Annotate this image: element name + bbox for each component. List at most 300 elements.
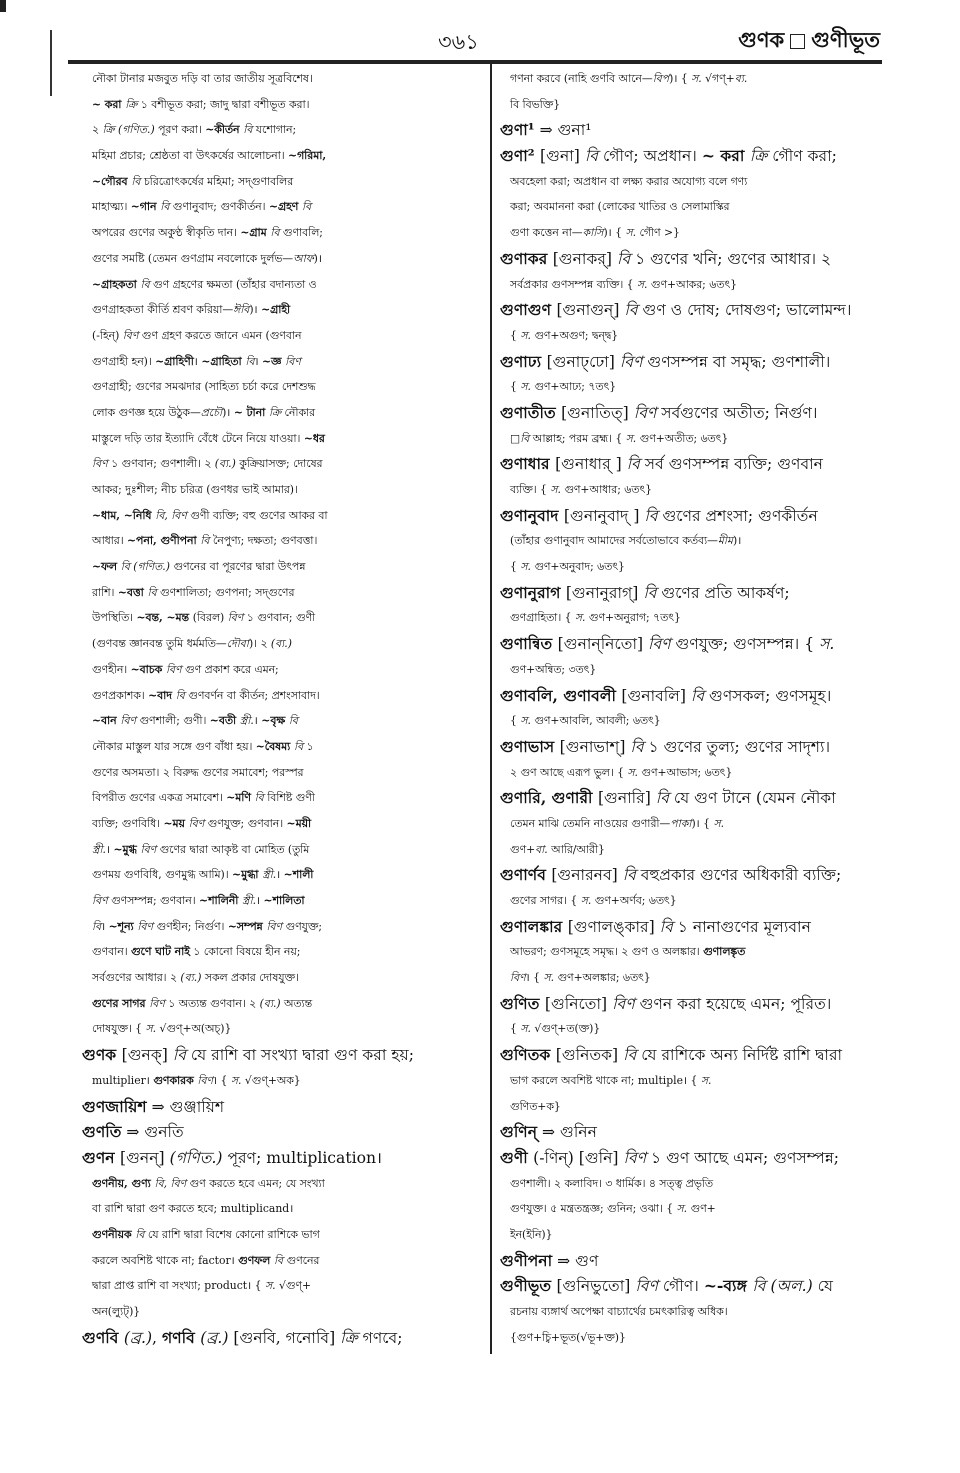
entry-headword-line xyxy=(500,503,882,529)
definition-text: )। xyxy=(249,303,262,317)
definition-text: (-ণিন্) [গুনি] xyxy=(533,1148,624,1167)
definition-text: গুণশালিতা; গুণপনা; সদ্গুণের xyxy=(156,585,295,599)
entry-text-line xyxy=(500,965,882,991)
grammar-label: বিণ xyxy=(612,994,635,1013)
headword: গুণীভূত xyxy=(500,1276,557,1296)
definition-text: । xyxy=(256,894,264,907)
entry-text-line xyxy=(82,837,482,863)
headword: ~শালী xyxy=(283,868,314,882)
definition-text: গুণের প্রতি আকর্ষণ; xyxy=(656,583,790,602)
definition-text: গৌণ করা; xyxy=(767,147,837,166)
definition-text: [গুনন্] xyxy=(120,1148,170,1167)
headword: ~মণি xyxy=(226,791,255,805)
scan-corner-mark xyxy=(0,0,6,12)
definition-text: । xyxy=(193,354,202,368)
headword: ~পনা, গুণীপনা xyxy=(127,534,201,548)
headword: ~বতী xyxy=(209,714,240,728)
entry-headword-line xyxy=(500,683,882,709)
definition-text: আল্লাহ; পরম ব্রহ্ম। { xyxy=(529,431,626,445)
definition-text: করলে অবশিষ্ট থাকে না; factor। xyxy=(92,1253,239,1267)
grammar-label: বিণ xyxy=(227,611,244,625)
definition-text: [গুনিভুতো] xyxy=(556,1277,636,1296)
definition-text: (বিরল) xyxy=(192,611,228,625)
grammar-label: বি xyxy=(131,174,141,188)
grammar-label: বিণ xyxy=(137,919,154,933)
definition-text: । xyxy=(254,354,262,368)
definition-text: ⇒ গুনিন xyxy=(537,1123,597,1142)
grammar-label: (ব্র.) xyxy=(200,1328,229,1347)
definition-text: । xyxy=(253,714,262,728)
grammar-label: বি xyxy=(92,919,102,933)
definition-text: দোষযুক্ত। { xyxy=(92,1022,146,1036)
headword: গুণতি xyxy=(82,1122,122,1142)
grammar-label: বি xyxy=(644,506,658,525)
definition-text: বিপরীত গুণের একত্র সমাবেশ। xyxy=(92,791,227,805)
definition-text: । xyxy=(101,919,109,933)
entry-text-line xyxy=(82,1171,482,1197)
headword: ~ করা xyxy=(92,97,126,111)
entry-headword-line xyxy=(500,734,882,760)
definition-text: ইন(ইনি)} xyxy=(510,1227,553,1241)
definition-text: গুণ+আভাস; ৬তৎ} xyxy=(638,765,733,779)
entry-text-line xyxy=(500,1094,882,1120)
headword: গুণা¹ xyxy=(500,120,535,140)
definition-text: সর্বগুণের আধার। ২ xyxy=(92,971,181,985)
definition-text: নৌকা টানার মজবুত দড়ি বা তার জাতীয় সূত্রবিশেষ। xyxy=(92,72,313,85)
grammar-label: স. xyxy=(625,431,637,445)
grammar-label: স. xyxy=(574,611,586,625)
entry-text-line xyxy=(500,169,882,195)
grammar-label: বি xyxy=(270,226,280,240)
definition-text: গণবে; xyxy=(357,1328,403,1347)
entry-headword-line xyxy=(500,349,882,375)
definition-text: গুণ গ্রহণের ক্ষমতা (তাঁহার বদান্যতা ও xyxy=(149,277,317,291)
headword: ~শূন্য xyxy=(108,919,138,933)
grammar-label: বিণ xyxy=(149,996,165,1010)
definition-text: )। { xyxy=(603,226,626,240)
definition-text: √গণ্+ xyxy=(701,72,735,85)
entry-text-line xyxy=(82,785,482,811)
entry-text-line xyxy=(500,939,882,965)
entry-text-line xyxy=(82,1196,482,1222)
definition-text: [গুনাবলি] xyxy=(621,686,691,705)
entry-text-line xyxy=(82,1016,482,1042)
headword: গুণনীয়, গুণ্য xyxy=(92,1176,155,1190)
entry-text-line xyxy=(82,92,482,118)
definition-text: গুণশালী। ২ কলাবিদ। ৩ ধার্মিক। ৪ সত্ত্ব প্রভৃতি xyxy=(510,1176,713,1190)
grammar-label: (ব্য.) xyxy=(180,971,202,985)
grammar-label: বি xyxy=(273,1253,284,1267)
headword: গুণান্বিত xyxy=(500,634,558,654)
right-column xyxy=(500,66,882,1350)
definition-text: গুণগ্রাহী হন)। xyxy=(92,354,156,368)
definition-text: দ্বারা প্রাপ্ত রাশি বা সংখ্যা; product। { xyxy=(92,1279,265,1293)
grammar-label: বি xyxy=(622,866,636,885)
entry-text-line xyxy=(82,323,482,349)
headword: ~ টানা xyxy=(233,405,269,419)
entry-headword-line xyxy=(500,117,882,143)
definition-text: [গুনক্] xyxy=(121,1046,173,1065)
definition-text: গুণময় গুণবিধি, গুণমুগ্ধ আমি)। xyxy=(92,868,233,882)
grammar-label: স. xyxy=(520,1022,531,1036)
grammar-label: প্রচৌ xyxy=(200,405,223,419)
headword: ~শালিতা xyxy=(263,894,305,907)
headword: ~ফল xyxy=(92,560,121,574)
definition-text: ১ xyxy=(303,739,314,753)
column-divider xyxy=(490,64,492,1354)
headword: ~সম্পন্ন xyxy=(227,919,267,933)
definition-text: গুণবর্ণন বা কীর্তন; প্রশংসাবাদ। xyxy=(184,688,320,702)
grammar-label: পাকা xyxy=(670,816,692,830)
entry-text-line xyxy=(82,734,482,760)
definition-text: গুণগ্রাহকতা কীর্তি শ্রবণ করিয়া— xyxy=(92,303,234,317)
headword: ~বাদ xyxy=(148,688,176,702)
grammar-label: (ব্র.) xyxy=(123,1328,153,1347)
grammar-label: স. xyxy=(520,714,531,728)
grammar-label: স. xyxy=(691,72,702,85)
headword: ~মুগ্ধ xyxy=(113,842,141,856)
definition-text: আভরণ; গুণসমূহে সমৃদ্ধ। ২ গুণ ও অলঙ্কার। xyxy=(510,945,704,959)
entry-text-line xyxy=(500,1325,882,1351)
grammar-label: স. xyxy=(550,483,561,496)
grammar-label: স. xyxy=(627,765,638,779)
headword: ~গান xyxy=(130,200,161,214)
definition-text: গুণ+অনুরাগ; ৭তৎ} xyxy=(585,611,681,625)
definition-text: [গুনবি, গনোবি] xyxy=(228,1328,341,1347)
headword: গুণানুবাদ xyxy=(500,505,564,525)
grammar-label: স. xyxy=(713,816,725,830)
grammar-label: (ব্য.) xyxy=(259,996,281,1010)
entry-headword-line xyxy=(500,400,882,426)
grammar-label: বি, বিণ xyxy=(154,1176,187,1190)
entry-headword-line xyxy=(500,451,882,477)
entry-text-line xyxy=(500,477,882,503)
definition-text: ১ গুণবান; গুণী xyxy=(243,611,316,625)
grammar-label: মীম xyxy=(717,534,733,548)
grammar-label: কাসি xyxy=(582,226,604,240)
definition-text: । xyxy=(276,868,284,882)
definition-text: [গুনাগুন্] xyxy=(556,301,625,320)
definition-text: সকল প্রকার দোষযুক্ত। xyxy=(201,971,299,985)
definition-text: ১ গুণবান; গুণশালী। ২ xyxy=(107,457,215,471)
grammar-label: ঈবি xyxy=(233,303,250,317)
entry-text-line xyxy=(82,477,482,503)
entry-headword-line xyxy=(82,1094,482,1120)
grammar-label: বি xyxy=(175,688,185,702)
definition-text: অত্যন্ত xyxy=(280,996,313,1010)
headword: গুণাবলি, গুণাবলী xyxy=(500,685,622,705)
entry-text-line xyxy=(82,605,482,631)
grammar-label: বি xyxy=(288,714,298,728)
headword: ~গ্রাহকতা xyxy=(92,277,141,291)
definition-text: গুণাবলি; xyxy=(279,226,323,240)
definition-text: গণনা করবে (নাহি গুণবি আনে— xyxy=(510,72,653,85)
entry-headword-line xyxy=(500,991,882,1017)
definition-text: লোক গুণজ্ঞ হয়ে উঠুক— xyxy=(92,405,201,419)
definition-text: অপরের গুণের অকুণ্ঠ স্বীকৃতি দান। xyxy=(92,226,241,240)
grammar-label: বি (গণিত.) xyxy=(120,560,170,574)
definition-text: বা রাশি দ্বারা গুণ করতে হবে; multiplicand। xyxy=(92,1202,294,1216)
entry-text-line xyxy=(500,374,882,400)
grammar-label: বি xyxy=(643,583,657,602)
entry-text-line xyxy=(82,194,482,220)
definition-text: গুণ ও দোষ; দোষগুণ; ভালোমন্দ। xyxy=(637,301,852,320)
definition-text: নৈপুণ্য; দক্ষতা; গুণবত্তা। xyxy=(209,534,318,548)
definition-text: ১ কোনো বিষয়ে হীন নয়; xyxy=(189,945,301,959)
grammar-label: বি xyxy=(172,1046,186,1065)
grammar-label: স্ত্রী. xyxy=(242,894,256,907)
definition-text: গুণ+অগুণ; দ্বন্দ্ব} xyxy=(530,328,619,342)
definition-text: রাশি। xyxy=(92,585,118,599)
headword: ~গ্রহণ xyxy=(268,200,303,214)
definition-text: কুক্রিয়াসক্ত; দোষের xyxy=(235,457,323,471)
entry-text-line xyxy=(82,1273,482,1299)
definition-text: অবহেলা করা; অপ্রধান বা লক্ষ্য করার অযোগ্য বলে গণ্য xyxy=(510,174,748,188)
definition-text: বিশিষ্ট গুণী xyxy=(263,791,315,805)
headword: গুণাকর xyxy=(500,248,553,268)
header-rule xyxy=(68,60,882,64)
entry-text-line xyxy=(82,811,482,837)
entry-text-line xyxy=(82,939,482,965)
entry-headword-line xyxy=(500,1145,882,1171)
definition-text: )। xyxy=(733,534,742,548)
headword: গুণাভাস xyxy=(500,736,560,756)
definition-text: অন(ল্যুট্)} xyxy=(92,1305,141,1318)
entry-headword-line xyxy=(500,1248,882,1274)
definition-text: মাস্তুলে দড়ি তার ইত্যাদি বেঁধে টেনে নিয়ে যাওয়া। xyxy=(92,431,304,445)
grammar-label: স. xyxy=(625,226,637,240)
headword: গুণিতক xyxy=(500,1045,556,1065)
grammar-label: বি xyxy=(254,791,264,805)
grammar-label: স. xyxy=(520,560,531,574)
grammar-label: বিণ xyxy=(165,662,182,676)
definition-text: গুণশালী; গুণী। xyxy=(136,714,210,728)
headword: গুণে ঘাট নাই xyxy=(130,945,190,959)
definition-text: মহিমা প্রচার; শ্রেষ্ঠতা বা উৎকর্ষের আলোচনা। xyxy=(92,149,289,163)
headword: গুণজায়িশ xyxy=(82,1096,147,1116)
definition-text: গুণ+অনুবাদ; ৬তৎ} xyxy=(530,560,625,574)
definition-text: গুণহীন। xyxy=(92,662,131,676)
entry-headword-line xyxy=(500,914,882,940)
entry-text-line xyxy=(82,528,482,554)
definition-text: ১ বশীভূত করা; জাদু দ্বারা বশীভূত করা। xyxy=(137,97,310,111)
grammar-label: বিণ xyxy=(619,352,643,371)
entry-text-line xyxy=(82,246,482,272)
definition-text: ⇒ গুঞ্জায়িশ xyxy=(146,1097,225,1116)
definition-text: গুণহীন; নির্গুণ। xyxy=(153,919,228,933)
grammar-label: (ব্য.) xyxy=(214,457,236,471)
headword: গুণাতীত xyxy=(500,402,562,422)
definition-text: নৌকার মাস্তুল যার সঙ্গে গুণ বাঁধা হয়। xyxy=(92,739,256,753)
definition-text: বহুপ্রকার গুণের অধিকারী ব্যক্তি; xyxy=(635,866,842,885)
entry-text-line xyxy=(500,66,882,92)
grammar-label: বি xyxy=(140,277,150,291)
definition-text: ⇒ গুণ xyxy=(552,1251,599,1270)
grammar-label: বি xyxy=(584,147,598,166)
definition-text: গুণের অসমতা। ২ বিরুদ্ধ গুণের সমাবেশ; পরস্পর xyxy=(92,765,304,779)
grammar-label: বি, বিণ xyxy=(155,508,187,522)
headword: গুণীপনা xyxy=(500,1250,553,1270)
headword: গুণাঢ্য xyxy=(500,351,547,371)
grammar-label: বি xyxy=(690,686,705,705)
entry-text-line xyxy=(82,503,482,529)
definition-text: গুণা কত্তেন না— xyxy=(510,226,583,240)
definition-text: ২ xyxy=(92,123,103,137)
definition-text: নৌকার xyxy=(281,405,316,419)
definition-text: □ xyxy=(510,431,521,445)
entry-text-line xyxy=(82,117,482,143)
entry-headword-line xyxy=(500,1273,882,1299)
definition-text: যশোগান; xyxy=(252,123,297,137)
definition-text: গুণসম্পন্ন বা সমৃদ্ধ; গুণশালী। xyxy=(642,352,831,371)
grammar-label: বিণ xyxy=(188,816,205,830)
left-column xyxy=(82,66,482,1350)
definition-text: যে রাশি দ্বারা বিশেষ কোনো রাশিকে ভাগ xyxy=(144,1227,320,1241)
definition-text: গুণ+ xyxy=(687,1202,716,1216)
definition-text: , xyxy=(152,1328,162,1347)
definition-text: গুণনের xyxy=(283,1253,320,1267)
definition-text: গুণানুবাদ; গুণকীর্তন। xyxy=(169,200,269,214)
definition-text: {গুণ+চ্বি+ভূত(√ভূ+ক্ত)} xyxy=(510,1330,626,1344)
headword: ~শালিনী xyxy=(199,894,243,907)
definition-text: [গুনারি] xyxy=(597,789,656,808)
separator-box-icon xyxy=(790,34,805,49)
grammar-label: স. xyxy=(700,1073,712,1087)
entry-text-line xyxy=(82,888,482,914)
entry-text-line xyxy=(500,554,882,580)
grammar-label: ক্রি xyxy=(340,1328,358,1347)
entry-headword-line xyxy=(82,1042,482,1068)
grammar-label: বি xyxy=(160,200,170,214)
definition-text: গুণপ্রকাশক। xyxy=(92,688,149,702)
definition-text: গুণ+অন্বিত; ৩তৎ} xyxy=(510,662,597,676)
entry-text-line xyxy=(500,323,882,349)
grammar-label: স্ত্রী. xyxy=(239,714,254,728)
headword: ~গরিমা, xyxy=(288,149,327,163)
entry-text-line xyxy=(500,837,882,863)
definition-text: তেমন মাঝি তেমনি নাওয়ের গুণারী— xyxy=(510,816,671,830)
grammar-label: ক্রি (গণিত.) xyxy=(102,123,155,137)
entry-text-line xyxy=(500,708,882,734)
headword: ~মুগ্ধা xyxy=(232,868,263,882)
definition-text: গুণী ব্যক্তি; বহু গুণের আকর বা xyxy=(186,508,328,522)
definition-text: গুণসকল; গুণসমূহ। xyxy=(704,686,832,705)
grammar-label: বি xyxy=(302,200,312,214)
running-head-first-entry: গুণক xyxy=(738,27,785,52)
definition-text: ২ গুণ আছে এরূপ ভুল। { xyxy=(510,765,628,779)
definition-text: গুণ+অর্ণব; ৬তৎ} xyxy=(591,894,677,907)
grammar-label: বিণ xyxy=(120,714,137,728)
definition-text: গুণযুক্ত; xyxy=(282,919,322,933)
definition-text: সর্বপ্রকার গুণসম্পন্ন ব্যক্তি। { xyxy=(510,277,637,291)
definition-text: ব্যক্তি। { xyxy=(510,483,551,496)
entry-headword-line xyxy=(500,785,882,811)
definition-text: [গুনা] xyxy=(540,147,585,166)
grammar-label: স. xyxy=(580,894,592,907)
entry-headword-line xyxy=(82,1119,482,1145)
entry-text-line xyxy=(500,1068,882,1094)
entry-text-line xyxy=(500,1299,882,1325)
headword: গুণাধার xyxy=(500,454,556,474)
entry-headword-line xyxy=(500,297,882,323)
definition-text: { xyxy=(510,1022,521,1036)
headword: ~-ব্যঙ্গ xyxy=(703,1276,753,1296)
definition-text: ⇒ গুনতি xyxy=(121,1123,184,1142)
headword: গুণফল xyxy=(238,1253,274,1267)
grammar-label: বি xyxy=(655,789,669,808)
headword: গুণা² xyxy=(500,146,541,166)
definition-text: আরি/আরী} xyxy=(547,842,605,856)
definition-text: (তাঁহার গুণানুবাদ আমাদের সর্বতোভাবে কর্তব্য— xyxy=(510,534,718,548)
entry-text-line xyxy=(82,1299,482,1325)
definition-text: গুণ করতে হবে এমন; যে সংখ্যা xyxy=(186,1176,325,1190)
definition-text: গুণিত+ক} xyxy=(510,1099,561,1113)
headword: গুণের সাগর xyxy=(92,996,150,1010)
headword: ~বত্তা xyxy=(117,585,148,599)
definition-text: মাহাত্ম্য। xyxy=(92,200,131,214)
entry-text-line xyxy=(82,991,482,1017)
definition-text: গৌণ; অপ্রধান। xyxy=(597,147,702,166)
grammar-label: স. xyxy=(230,1073,242,1087)
definition-text: গৌণ >} xyxy=(636,226,680,240)
grammar-label: স. xyxy=(543,971,555,985)
entry-text-line xyxy=(82,169,482,195)
grammar-label: বি xyxy=(294,739,304,753)
grammar-label: বিণ xyxy=(92,894,108,907)
definition-text: গুণগ্রাহিতা। { xyxy=(510,611,575,625)
definition-text: গুণের দ্বারা আকৃষ্ট বা মোহিত (তুমি xyxy=(156,842,310,856)
headword: গুণন xyxy=(82,1147,120,1167)
definition-text: । { xyxy=(213,1073,231,1087)
definition-text: )। { xyxy=(669,72,692,85)
definition-text: গুণ+আবলি, আবলী; ৬তৎ} xyxy=(530,714,661,728)
entry-text-line xyxy=(500,194,882,220)
entry-text-line xyxy=(82,862,482,888)
definition-text: গুণের প্রশংসা; গুণকীর্তন xyxy=(657,506,818,525)
entry-text-line xyxy=(500,220,882,246)
definition-text: √গুণ্+অক} xyxy=(241,1073,301,1087)
definition-text: √গুণ্+অ(অচ্)} xyxy=(156,1022,232,1036)
grammar-label: বিণ xyxy=(266,919,283,933)
definition-text: গুণনের বা পূরণের দ্বারা উৎপন্ন xyxy=(169,560,306,574)
headword: ~বান xyxy=(92,714,121,728)
entry-text-line xyxy=(82,297,482,323)
definition-text: যে গুণ টানে (যেমন নৌকা xyxy=(668,789,836,808)
definition-text: √গুণ্+ xyxy=(275,1279,311,1293)
definition-text: গুণের সাগর। { xyxy=(510,894,581,907)
entry-text-line xyxy=(500,888,882,914)
grammar-label: বি xyxy=(147,585,157,599)
entry-text-line xyxy=(82,220,482,246)
grammar-label: বি xyxy=(520,431,530,445)
headword: গুণক xyxy=(82,1045,122,1065)
running-head-last-entry: গুণীভূত xyxy=(811,27,880,52)
entry-headword-line xyxy=(500,862,882,888)
entry-text-line xyxy=(82,657,482,683)
grammar-label: বিণ xyxy=(623,1148,647,1167)
entry-text-line xyxy=(500,1196,882,1222)
entry-text-line xyxy=(82,66,482,92)
definition-text: সর্ব গুণসম্পন্ন ব্যক্তি; গুণবান xyxy=(639,455,823,474)
definition-text: { xyxy=(510,328,521,342)
definition-text: )। xyxy=(222,405,234,419)
headword: ~বৈষম্য xyxy=(255,739,295,753)
grammar-label: আফ xyxy=(293,251,314,265)
headword: গুণালঙ্কৃত xyxy=(703,945,746,959)
grammar-label: বি xyxy=(626,455,640,474)
grammar-label: বি xyxy=(630,737,644,756)
grammar-label: বিণ xyxy=(140,842,157,856)
